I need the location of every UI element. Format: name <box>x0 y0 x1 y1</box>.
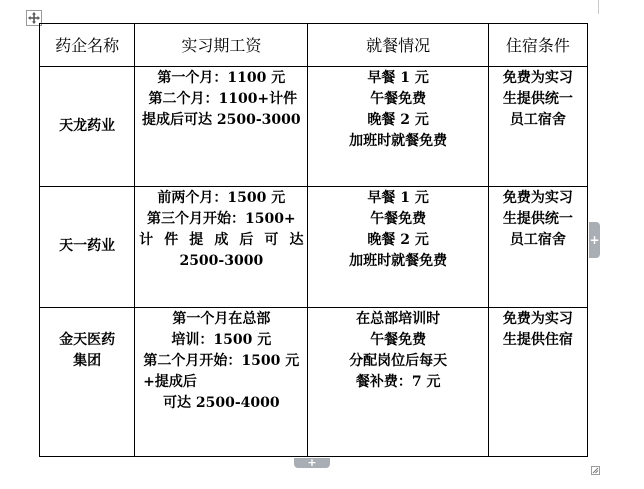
header-company[interactable]: 药企名称 <box>40 24 135 67</box>
wage-line: 2500-3000 <box>179 253 264 270</box>
wage-line: 提成后可达 2500-3000 <box>142 112 301 128</box>
wage-line: 第三个月开始：1500+ <box>146 211 296 228</box>
plus-icon: + <box>589 233 600 247</box>
wage-line: 第一个月：1100 元 <box>157 70 286 86</box>
lodging-line: 免费为实习 <box>502 310 573 327</box>
lodging-line: 生提供统一 <box>502 91 573 107</box>
meal-line: 分配岗位后每天 <box>349 352 448 369</box>
wage-line: 第一个月在总部 <box>172 310 271 327</box>
header-wage[interactable]: 实习期工资 <box>135 24 308 67</box>
lodging-line: 生提供统一 <box>502 211 573 228</box>
wage-line: 培训：1500 元 <box>171 331 272 348</box>
wage-line: 计 件 提 成 后 可 达 <box>139 232 304 249</box>
meal-cell[interactable] <box>308 67 488 187</box>
wage-line: 第二个月开始：1500 元 <box>143 352 300 369</box>
company-name-cell[interactable] <box>40 187 135 307</box>
lodging-line: 员工宿舍 <box>509 232 566 249</box>
company-name: 天龙药业 <box>59 118 116 135</box>
meal-line: 午餐免费 <box>370 91 427 107</box>
company-name: 天一药业 <box>59 238 116 255</box>
header-lodging[interactable]: 住宿条件 <box>488 24 587 67</box>
company-name-cell[interactable] <box>40 67 135 187</box>
page-margin-marker <box>598 0 599 14</box>
meal-line: 午餐免费 <box>370 331 427 348</box>
table-row <box>40 67 588 187</box>
meal-line: 早餐 1 元 <box>367 70 429 86</box>
lodging-line: 员工宿舍 <box>509 112 566 128</box>
add-row-button[interactable] <box>294 458 330 468</box>
lodging-line: 免费为实习 <box>502 70 573 86</box>
wage-cell[interactable] <box>135 67 308 187</box>
company-name-line: 金天医药 <box>59 331 116 348</box>
meal-cell[interactable] <box>308 307 488 456</box>
pharma-internship-table <box>39 23 588 457</box>
meal-cell[interactable] <box>308 187 488 307</box>
header-row <box>40 24 588 67</box>
header-meal[interactable]: 就餐情况 <box>308 24 488 67</box>
table-row <box>40 307 588 456</box>
meal-line: 餐补费：7 元 <box>355 373 441 390</box>
wage-line: +提成后 <box>143 373 197 390</box>
lodging-line: 免费为实习 <box>502 190 573 207</box>
lodging-cell[interactable] <box>488 67 587 187</box>
meal-line: 午餐免费 <box>370 211 427 228</box>
lodging-line: 生提供住宿 <box>502 331 573 348</box>
wage-cell[interactable] <box>135 187 308 307</box>
lodging-cell[interactable] <box>488 307 587 456</box>
company-name-line: 集团 <box>73 352 102 369</box>
table-resize-handle-icon[interactable] <box>591 460 600 469</box>
wage-cell[interactable] <box>135 307 308 456</box>
wage-line: 可达 2500-4000 <box>163 394 280 411</box>
add-column-button[interactable] <box>589 222 600 258</box>
meal-line: 加班时就餐免费 <box>349 253 448 270</box>
wage-line: 前两个月：1500 元 <box>157 190 286 207</box>
meal-line: 加班时就餐免费 <box>349 133 448 149</box>
company-name-cell[interactable] <box>40 307 135 456</box>
meal-line: 晚餐 2 元 <box>367 112 429 128</box>
plus-icon: + <box>307 456 317 469</box>
meal-line: 早餐 1 元 <box>367 190 429 207</box>
lodging-cell[interactable] <box>488 187 587 307</box>
table-row <box>40 187 588 307</box>
meal-line: 在总部培训时 <box>356 310 441 327</box>
meal-line: 晚餐 2 元 <box>367 232 429 249</box>
wage-line: 第二个月：1100+计件 <box>148 91 298 107</box>
